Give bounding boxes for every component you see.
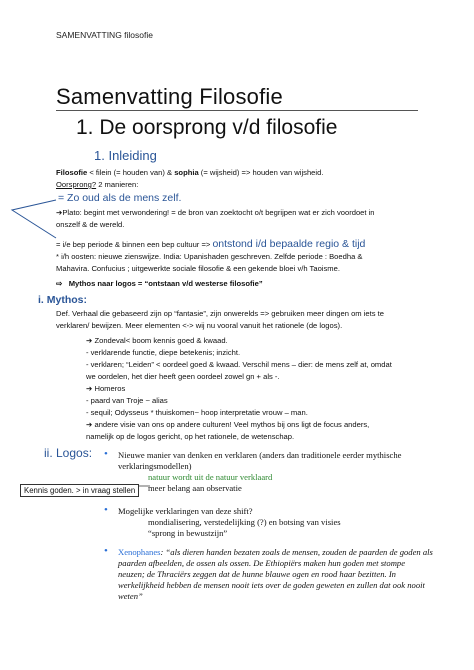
text-line: ➔ Homeros	[86, 384, 126, 393]
page-header: SAMENVATTING filosofie	[56, 30, 153, 40]
text-line: - paard van Troje ~ alias	[86, 396, 168, 405]
author-name: Xenophanes	[118, 547, 161, 557]
text-span: < filein (= houden van) &	[87, 168, 175, 177]
green-text: natuur wordt uit de natuur verklaard	[148, 472, 273, 482]
text-line: neuzen; de Thraciërs zeggen dat de hunne blauwe ogen en rood haar bezitten. In	[118, 569, 396, 579]
logos-label: ii. Logos:	[44, 446, 93, 460]
text-line: werkelijkheid hebben de mensen nooit iets over de goden geweten en zullen dat ook nooit	[118, 580, 425, 590]
text-line: we oordelen, het dier heeft geen oordeel zowel gn + als -.	[86, 372, 280, 381]
text-line: ➔Plato: begint met verwondering! = de bron van zoektocht o/t begrijpen wat er zich voordoet in	[56, 208, 375, 217]
text-line: verklaren/ bewijzen. Meer elementen <-> wij nu vooral vanuit het rationele (de logos).	[56, 321, 343, 330]
text-line: mondialisering, verstedelijking (?) en botsing van visies	[148, 517, 341, 527]
text-line: - verklarende functie, diepe betekenis; inzicht.	[86, 348, 241, 357]
bullet-icon: •	[104, 545, 108, 557]
chapter-heading: 1. De oorsprong v/d filosofie	[76, 116, 338, 139]
text-line: Def. Verhaal die gebaseerd zijn op “fantasie”, zijn onwerelds => gebruiken meer dingen om iets te	[56, 309, 384, 318]
text-line: weten”	[118, 591, 143, 601]
text-span: Mythos naar logos = “ontstaan v/d westerse filosofie”	[68, 279, 263, 288]
section-heading: 1. Inleiding	[94, 148, 157, 163]
text-line: “sprong in bewustzijn”	[148, 528, 228, 538]
text-line: - verklaren; “Leiden” < oordeel goed & kwaad. Verschil mens – dier: de mens zelf at, omdat	[86, 360, 392, 369]
document-title: Samenvatting Filosofie	[56, 84, 283, 109]
text-line: namelijk op de logos gericht, op het rationele, de wetenschap.	[86, 432, 295, 441]
bullet-icon: •	[104, 504, 108, 516]
text-span: (= wijsheid) => houden van wijsheid.	[198, 168, 324, 177]
text-span: 2 manieren:	[96, 180, 139, 189]
term-oorsprong: Oorsprong?	[56, 180, 97, 189]
text-line: paarden afbeelden, de ossen als ossen. De Ethiopiërs maken hun goden met stompe	[118, 558, 406, 568]
subsection-mythos: i. Mythos:	[38, 294, 87, 306]
arrow-icon: ⇨	[56, 279, 63, 288]
point-heading: = Zo oud als de mens zelf.	[58, 192, 182, 204]
term-sophia: sophia	[174, 168, 199, 177]
text-line: onszelf & de wereld.	[56, 220, 125, 229]
highlight-text: ontstond i/d bepaalde regio & tijd	[212, 238, 366, 250]
text-line: ➔ Zondeval< boom kennis goed & kwaad.	[86, 336, 228, 345]
text-line: ➔ andere visie van ons op andere culturen! Veel mythos bij ons ligt de focus anders,	[86, 420, 370, 429]
bullet-icon: •	[104, 448, 108, 460]
text-line: - sequil; Odysseus * thuiskomen~ hoop interpretatie vrouw – man.	[86, 408, 308, 417]
text-span: Mogelijke verklaringen van deze shift?	[118, 506, 253, 516]
text-line: Mahavira. Confucius ; uitgewerkte sociale filosofie & een gekende bloei v/h Taoisme.	[56, 264, 340, 273]
text-span: Nieuwe manier van denken en verklaren (anders dan traditionele eerder mythische	[118, 450, 402, 460]
text-line: verklaringsmodellen)	[118, 461, 192, 471]
text-line: meer belang aan observatie	[148, 483, 242, 493]
text-span: : “als dieren handen bezaten zoals de mensen, zouden de paarden de goden als	[160, 547, 433, 557]
text-span: = i/e bep periode & binnen een bep cultuur =>	[56, 240, 213, 249]
text-line: * i/h oosten: nieuwe zienswijze. India: Upanishaden geschreven. Zelfde periode : Boedha &	[56, 252, 363, 261]
term-filosofie: Filosofie	[56, 168, 88, 177]
annotation-callout: Kennis goden. > in vraag stellen	[20, 484, 139, 497]
